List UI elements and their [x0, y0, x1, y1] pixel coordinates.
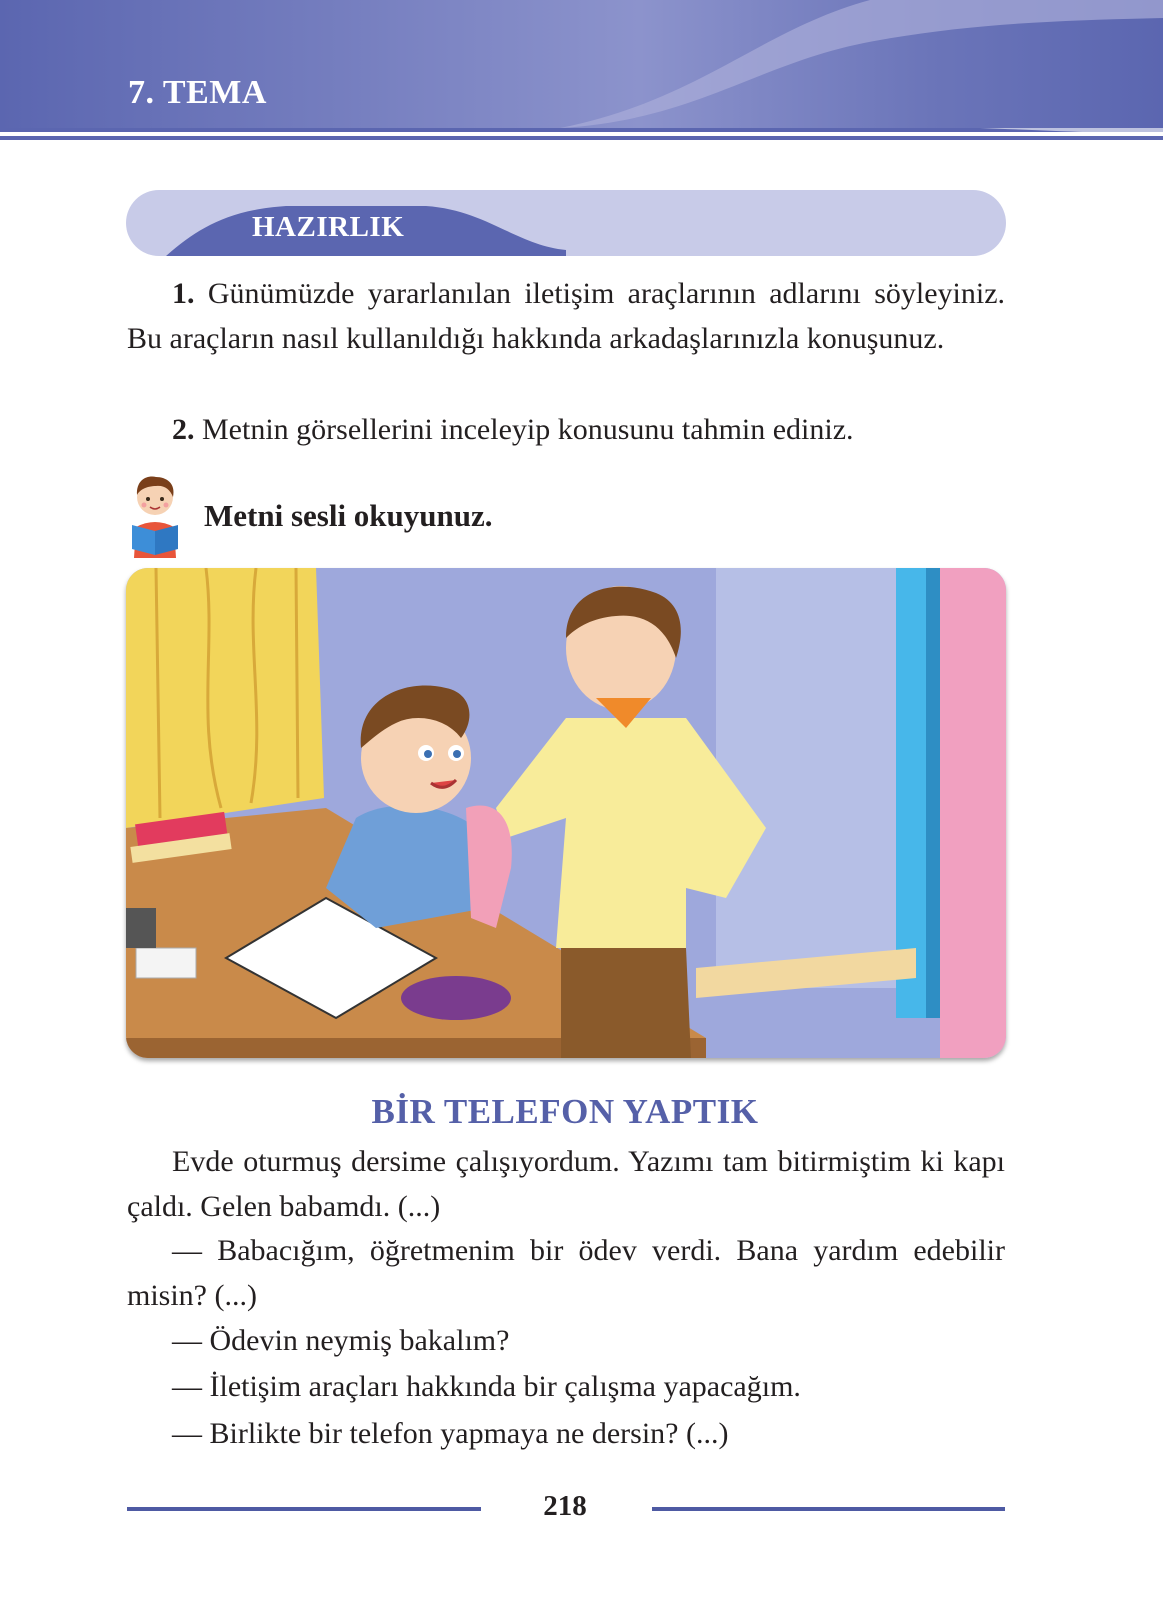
question-1-text: Günümüzde yararlanılan iletişim araçlarının adlarını söyleyiniz. Bu araçların nasıl kullanıldığı hakkında arkadaşlarınızla konuşunuz. [127, 277, 1006, 355]
section-label: HAZIRLIK [252, 211, 405, 243]
theme-label: 7. TEMA [128, 74, 267, 111]
question-2-number: 2. [172, 413, 195, 446]
question-2 [127, 407, 1005, 452]
footer-rule-right [652, 1507, 1005, 1511]
reading-child-icon [126, 473, 184, 558]
question-2-text: Metnin görsellerini inceleyip konusunu tahmin ediniz. [202, 413, 854, 446]
page-number: 218 [543, 1490, 587, 1522]
story-paragraph: Evde oturmuş dersime çalışıyordum. Yazımı tam bitirmiştim ki kapı çaldı. Gelen babamdı. (...) [127, 1145, 1005, 1223]
story-paragraph: — İletişim araçları hakkında bir çalışma yapacağım. [172, 1370, 801, 1403]
story-paragraph: — Babacığım, öğretmenim bir ödev verdi. Bana yardım edebilir misin? (...) [127, 1234, 1005, 1312]
instruction-text: Metni sesli okuyunuz. [204, 498, 493, 533]
story-paragraph: — Birlikte bir telefon yapmaya ne dersin? (...) [172, 1417, 729, 1450]
question-1-number: 1. [172, 277, 195, 310]
story-paragraph: — Ödevin neymiş bakalım? [172, 1324, 510, 1357]
question-1 [127, 271, 1005, 361]
story-title: BİR TELEFON YAPTIK [371, 1092, 759, 1131]
father-son-illustration [126, 568, 1006, 1058]
